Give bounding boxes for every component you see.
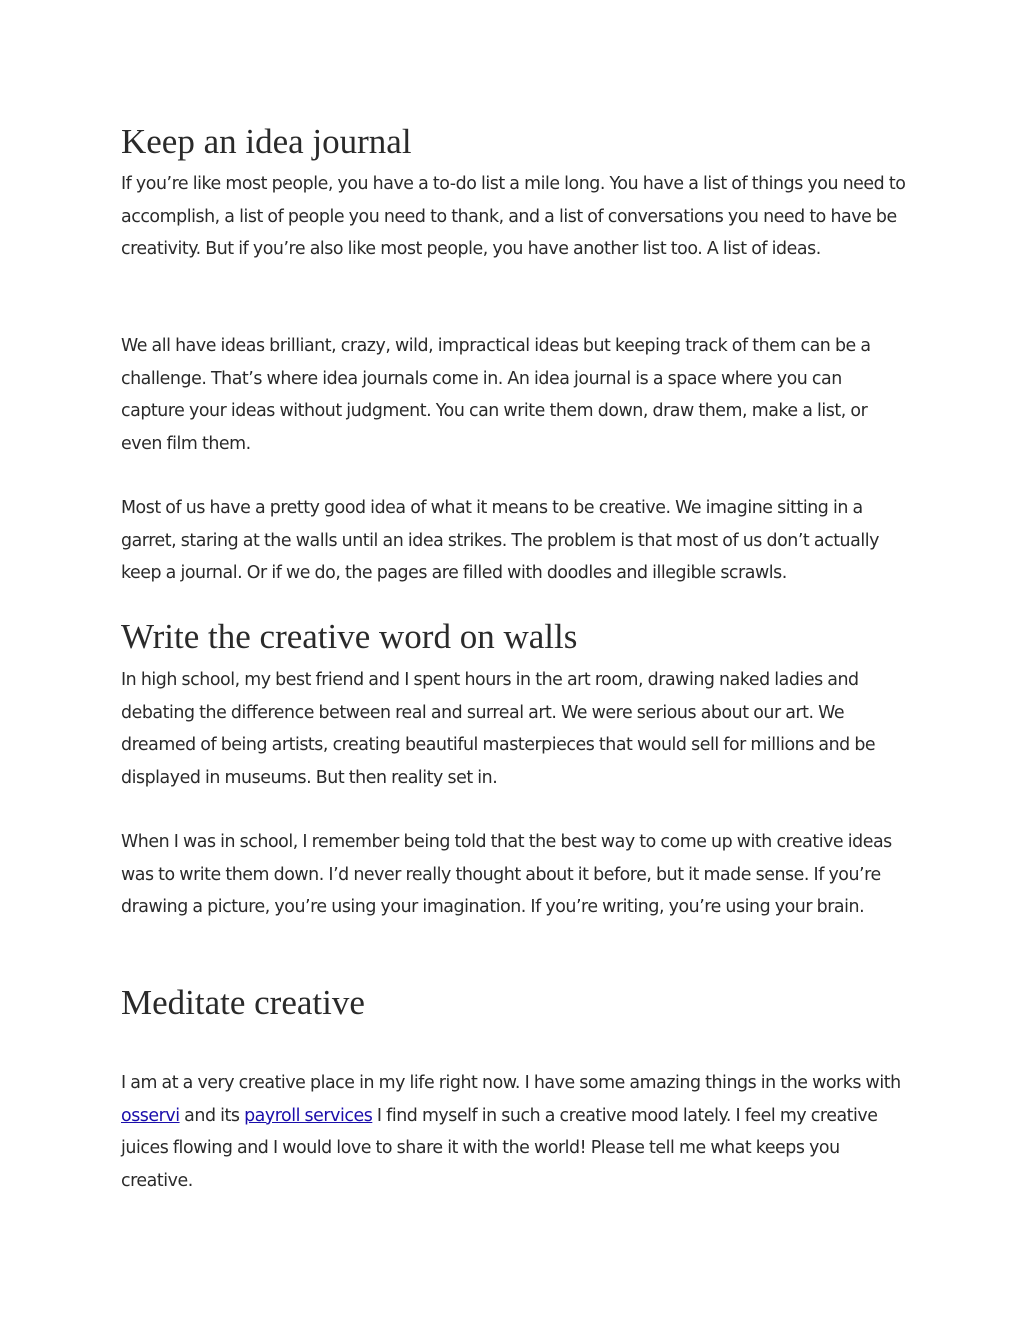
paragraph: Most of us have a pretty good idea of what it means to be creative. We imagine sitting in a garret, staring at the walls until an idea strikes. The problem is that most of us don’t actually keep a journal. Or if we do, the pages are filled with doodles and illegible scrawls. [121, 498, 879, 584]
section-heading: Write the creative word on walls [121, 617, 578, 656]
paragraph-text: I find myself in such a creative mood lately. I feel my creative juices flowing and I would love to share it with the world! Please tell me what keeps you creative. [121, 1105, 878, 1191]
paragraph: In high school, my best friend and I spent hours in the art room, drawing naked ladies and debating the difference between real and surreal art. We were serious about our art. We dreamed of being artists, creating beautiful masterpieces that would sell for millions and be displayed in museums. But then reality set in. [121, 670, 876, 788]
section-heading: Keep an idea journal [121, 122, 412, 161]
paragraph-text: I am at a very creative place in my life right now. I have some amazing things in the works with [121, 1073, 901, 1093]
section-heading: Meditate creative [121, 983, 365, 1022]
paragraph: We all have ideas brilliant, crazy, wild, impractical ideas but keeping track of them can be a challenge. That’s where idea journals come in. An idea journal is a space where you can capture your ideas without judgment. You can write them down, draw them, make a list, or even film them. [121, 336, 871, 454]
paragraph [121, 1067, 906, 1197]
paragraph: If you’re like most people, you have a to-do list a mile long. You have a list of things you need to accomplish, a list of people you need to thank, and a list of conversations you need to have be creativity. But if you’re also like most people, you have another list too. A list of ideas. [121, 174, 906, 260]
osservi-link[interactable]: osservi [121, 1105, 180, 1126]
paragraph: When I was in school, I remember being told that the best way to come up with creative ideas was to write them down. I’d never really thought about it before, but it made sense. If you’re drawing a picture, you’re using your imagination. If you’re writing, you’re using your brain. [121, 832, 892, 918]
payroll-services-link[interactable]: payroll services [244, 1105, 373, 1126]
paragraph-text: and its [179, 1105, 245, 1126]
